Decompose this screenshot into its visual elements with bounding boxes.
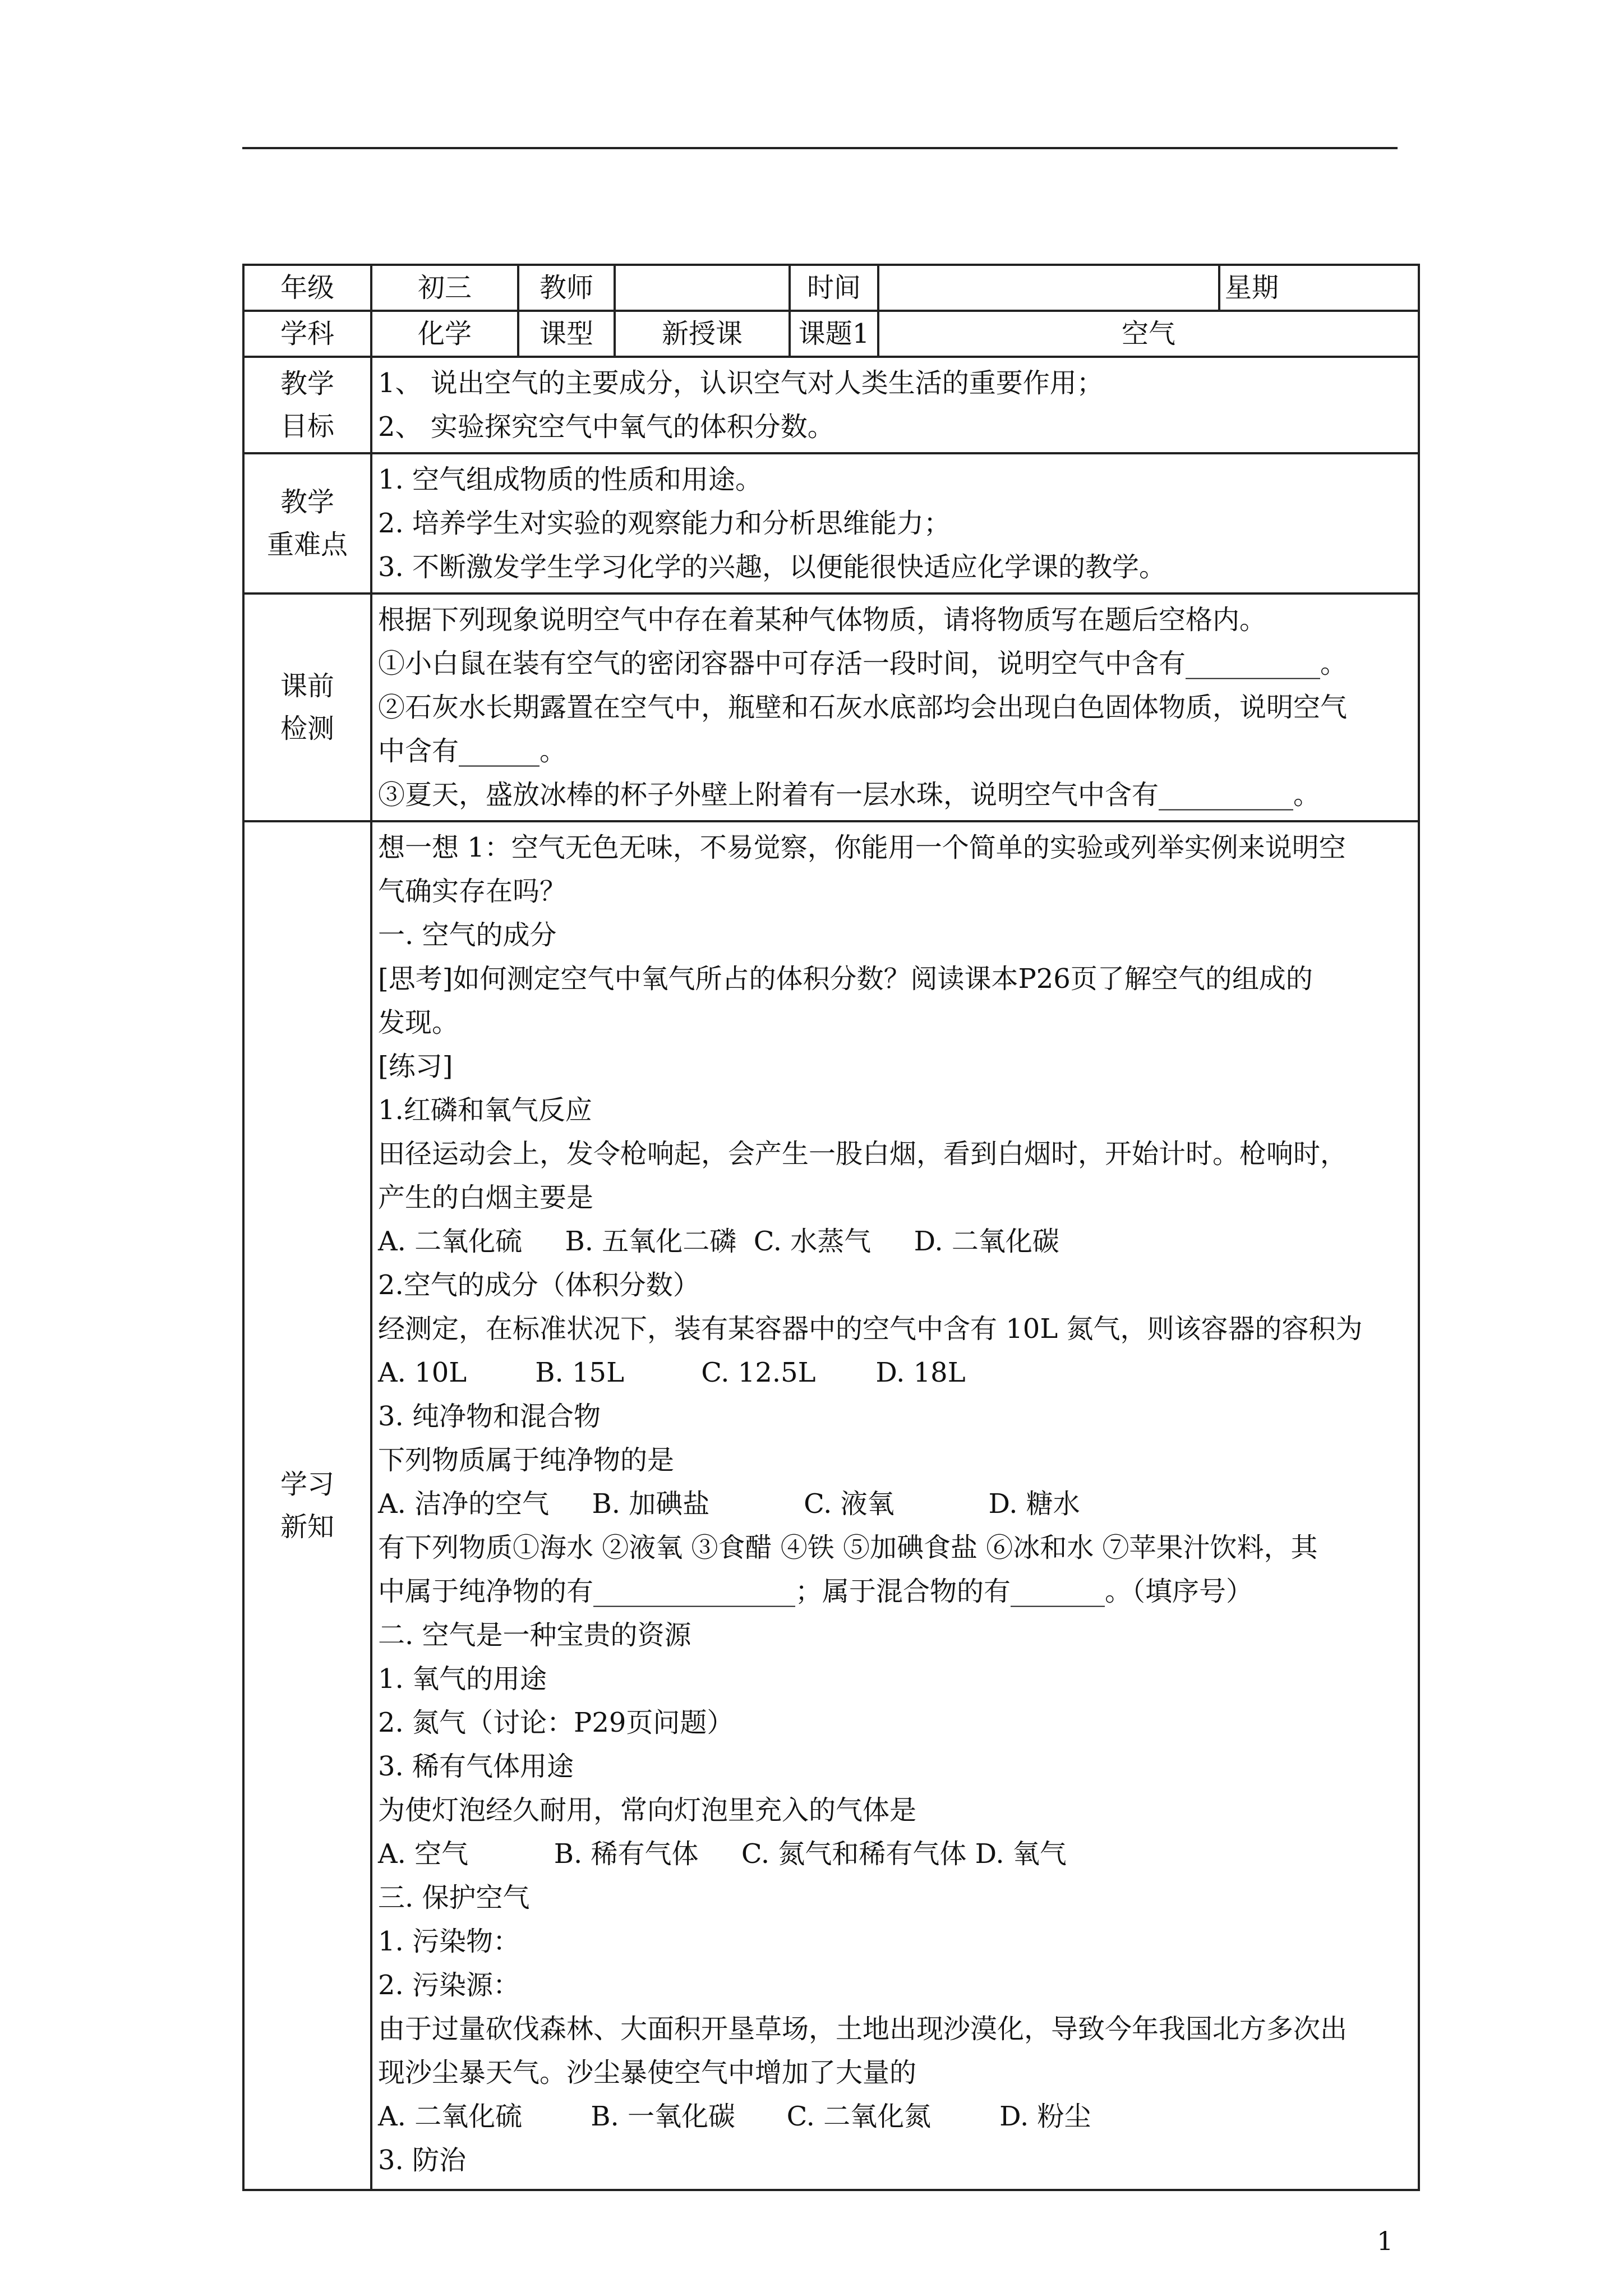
knowledge-line: 有下列物质①海水 ②液氧 ③食醋 ④铁 ⑤加碘食盐 ⑥冰和水 ⑦苹果汁饮料，其: [378, 1532, 1318, 1563]
pretest-label: 课前 检测: [243, 593, 371, 821]
knowledge-line: 产生的白烟主要是: [378, 1182, 594, 1213]
pretest-line: 中含有______。: [378, 735, 567, 767]
knowledge-line: 由于过量砍伐森林、大面积开垦草场，土地出现沙漠化，导致今年我国北方多次出: [378, 2013, 1348, 2045]
answer-options: A. 二氧化硫 B. 一氧化碳 C. 二氧化氮 D. 粉尘: [378, 2101, 1091, 2132]
topic-label: 课题1: [790, 311, 878, 357]
goals-line: 1、 说出空气的主要成分，认识空气对人类生活的重要作用；: [378, 367, 1104, 399]
pretest-line: ②石灰水长期露置在空气中，瓶壁和石灰水底部均会出现白色固体物质，说明空气: [378, 692, 1348, 723]
knowledge-line: 田径运动会上，发令枪响起，会产生一股白烟，看到白烟时，开始计时。枪响时，: [378, 1138, 1348, 1170]
new-knowledge-label: 学习 新知: [243, 821, 371, 2190]
knowledge-line: 下列物质属于纯净物的是: [378, 1444, 675, 1476]
knowledge-line: 想一想 1：空气无色无味，不易觉察，你能用一个简单的实验或列举实例来说明空: [378, 832, 1346, 863]
section-heading: 一. 空气的成分: [378, 919, 557, 951]
teacher-value: [615, 265, 790, 311]
knowledge-line: 2.空气的成分（体积分数）: [378, 1269, 700, 1301]
lesson-type-value: 新授课: [615, 311, 790, 357]
knowledge-line: 3. 稀有气体用途: [378, 1751, 574, 1782]
knowledge-line: 为使灯泡经久耐用，常向灯泡里充入的气体是: [378, 1795, 917, 1826]
section-heading: 二. 空气是一种宝贵的资源: [378, 1619, 691, 1651]
answer-options: A. 二氧化硫 B. 五氧化二磷 C. 水蒸气 D. 二氧化碳: [378, 1226, 1059, 1257]
new-knowledge-row: [243, 821, 1419, 2190]
pretest-line: ③夏天，盛放冰棒的杯子外壁上附着有一层水珠，说明空气中含有__________。: [378, 779, 1321, 811]
goals-row: [243, 357, 1419, 453]
pretest-content: [371, 593, 1419, 821]
time-value: [878, 265, 1219, 311]
pretest-row: [243, 593, 1419, 821]
knowledge-line: 3. 纯净物和混合物: [378, 1401, 601, 1432]
key-points-content: [371, 453, 1419, 593]
key-point-line: 2. 培养学生对实验的观察能力和分析思维能力；: [378, 508, 951, 539]
subject-value: 化学: [371, 311, 518, 357]
teacher-label: 教师: [518, 265, 615, 311]
knowledge-line: [练习]: [378, 1051, 453, 1082]
topic-value: 空气: [878, 311, 1419, 357]
key-points-label: 教学 重难点: [243, 453, 371, 593]
knowledge-line: 发现。: [378, 1007, 459, 1038]
page-number: 1: [1377, 2226, 1394, 2256]
knowledge-line: [思考]如何测定空气中氧气所占的体积分数？阅读课本P26页了解空气的组成的: [378, 963, 1313, 995]
pretest-line: ①小白鼠在装有空气的密闭容器中可存活一段时间，说明空气中含有__________。: [378, 648, 1348, 679]
header-row-2: [243, 311, 1419, 357]
grade-value: 初三: [371, 265, 518, 311]
goals-label: 教学 目标: [243, 357, 371, 453]
answer-options: A. 10L B. 15L C. 12.5L D. 18L: [378, 1357, 966, 1388]
knowledge-line: 1. 氧气的用途: [378, 1663, 547, 1695]
key-point-line: 1. 空气组成物质的性质和用途。: [378, 464, 763, 495]
knowledge-line: 2. 氮气（讨论：P29页问题）: [378, 1707, 734, 1738]
goals-line: 2、 实验探究空气中氧气的体积分数。: [378, 411, 834, 443]
knowledge-line: 1. 污染物：: [378, 1926, 520, 1957]
subject-label: 学科: [243, 311, 371, 357]
header-rule: [242, 147, 1398, 149]
knowledge-line: 中属于纯净物的有_______________；属于混合物的有_______。（填序号）: [378, 1576, 1253, 1607]
knowledge-line: 3. 防治: [378, 2145, 467, 2176]
lesson-type-label: 课型: [518, 311, 615, 357]
key-point-line: 3. 不断激发学生学习化学的兴趣，以便能很快适应化学课的教学。: [378, 551, 1166, 583]
key-points-row: [243, 453, 1419, 593]
lesson-plan-table: [242, 264, 1420, 2191]
time-label: 时间: [790, 265, 878, 311]
pretest-line: 根据下列现象说明空气中存在着某种气体物质，请将物质写在题后空格内。: [378, 604, 1267, 636]
answer-options: A. 空气 B. 稀有气体 C. 氮气和稀有气体 D. 氧气: [378, 1838, 1067, 1870]
knowledge-line: 2. 污染源：: [378, 1970, 520, 2001]
grade-label: 年级: [243, 265, 371, 311]
knowledge-line: 现沙尘暴天气。沙尘暴使空气中增加了大量的: [378, 2057, 917, 2088]
knowledge-line: 1.红磷和氧气反应: [378, 1094, 592, 1126]
knowledge-line: 气确实存在吗？: [378, 876, 567, 907]
weekday-label: 星期: [1219, 265, 1419, 311]
knowledge-line: 经测定，在标准状况下，装有某容器中的空气中含有 10L 氮气，则该容器的容积为: [378, 1313, 1363, 1345]
header-row-1: [243, 265, 1419, 311]
section-heading: 三. 保护空气: [378, 1882, 530, 1913]
answer-options: A. 洁净的空气 B. 加碘盐 C. 液氧 D. 糖水: [378, 1488, 1080, 1520]
goals-content: [371, 357, 1419, 453]
new-knowledge-content: [371, 821, 1419, 2190]
